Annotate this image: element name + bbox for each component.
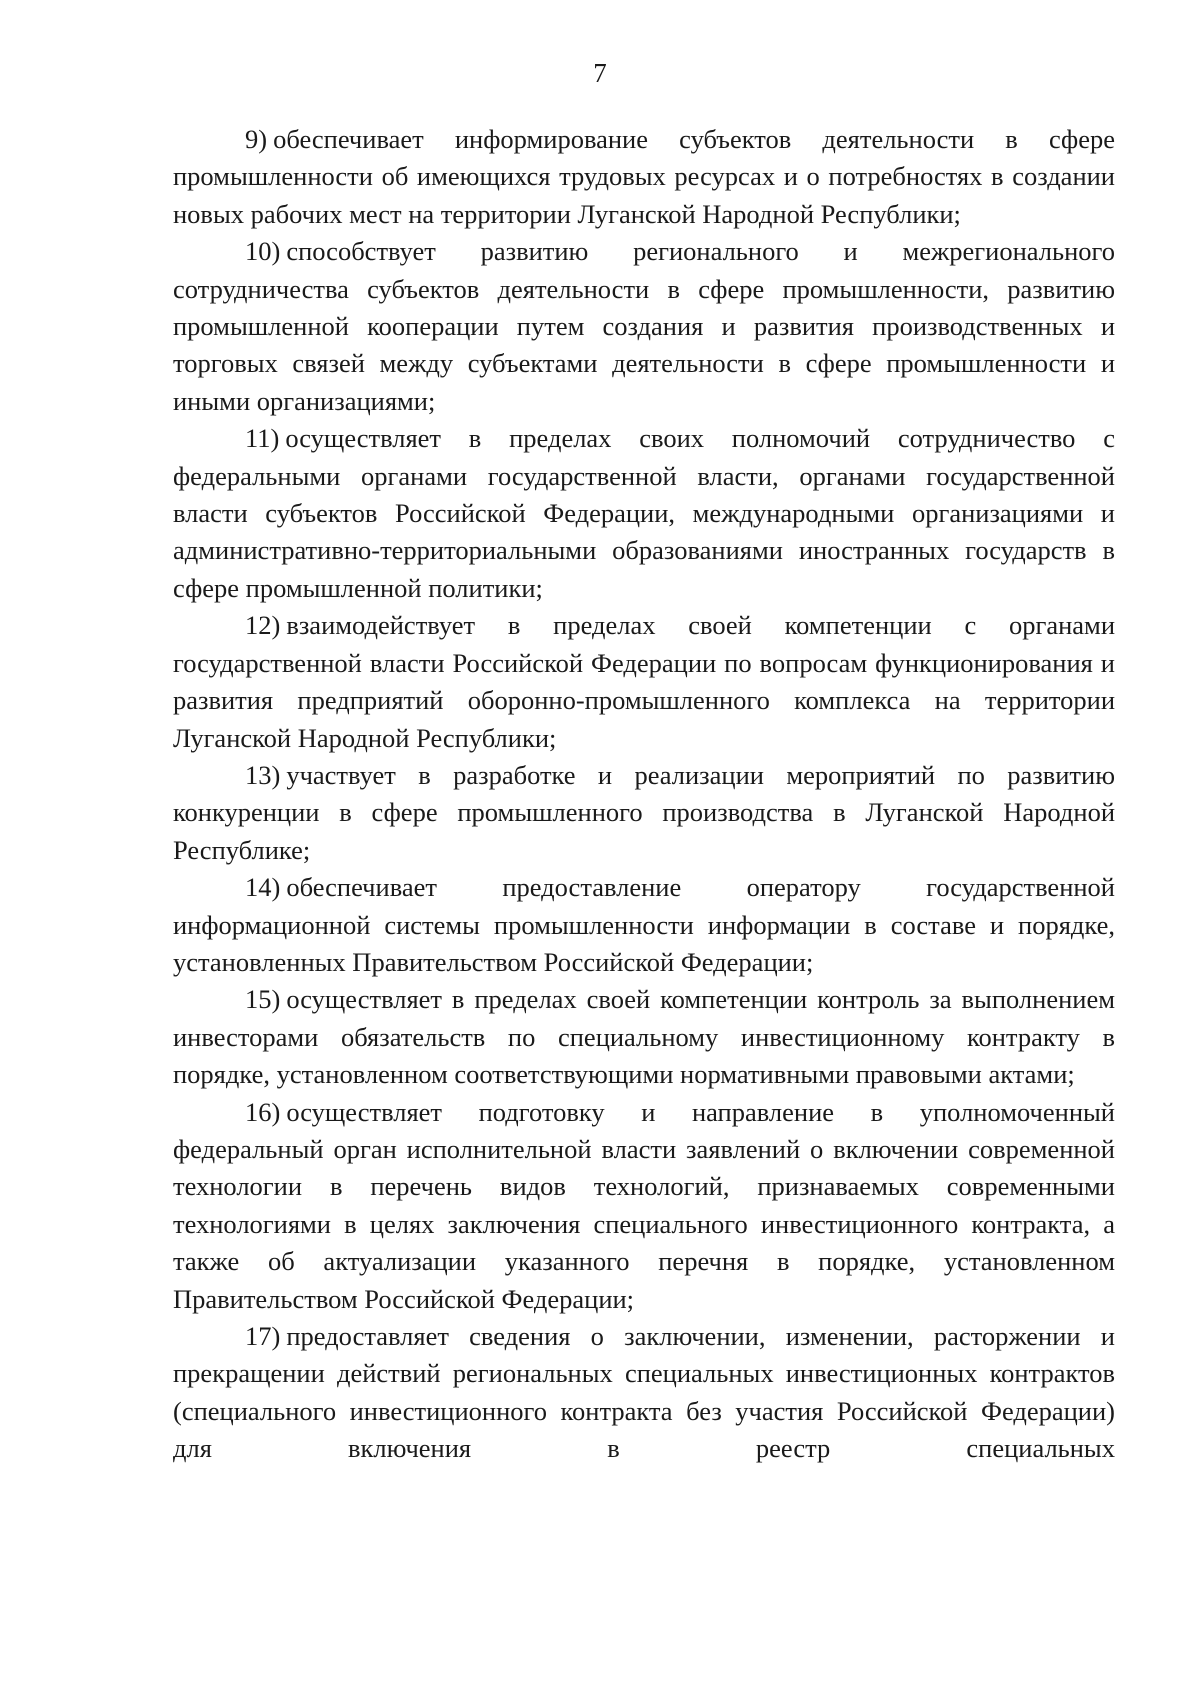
list-item	[173, 233, 1115, 420]
item-number: 16)	[245, 1096, 281, 1127]
item-text: предоставляет сведения о заключении, изменении, расторжении и прекращении действий региональных специальных инвестиционных контрактов (специального инвестиционного контракта без участия Российской Федерации) для включения в реестр специальных	[173, 1321, 1115, 1464]
item-number: 15)	[245, 984, 281, 1015]
item-number: 9)	[245, 124, 268, 154]
item-number: 11)	[245, 423, 280, 454]
list-item	[173, 757, 1115, 869]
page-number: 7	[593, 58, 607, 88]
list-item	[173, 981, 1115, 1093]
item-text: осуществляет подготовку и направление в уполномоченный федеральный орган исполнительной власти заявлений о включении современной технологии в перечень видов технологий, признаваемых современными технологиями в целях заключения специального инвестиционного контракта, а также об актуализации указанного перечня в порядке, установленном Правительством Российской Федерации;	[173, 1096, 1115, 1314]
item-number: 14)	[245, 872, 281, 903]
list-item	[173, 420, 1115, 607]
item-number: 13)	[245, 759, 281, 790]
list-item	[173, 607, 1115, 757]
item-number: 10)	[245, 236, 281, 267]
item-text: участвует в разработке и реализации мероприятий по развитию конкуренции в сфере промышленного производства в Луганской Народной Республике;	[173, 759, 1115, 865]
item-text: обеспечивает предоставление оператору государственной информационной системы промышленности информации в составе и порядке, установленных Правительством Российской Федерации;	[173, 872, 1115, 977]
document-body	[173, 121, 1115, 1468]
item-number: 12)	[245, 610, 281, 641]
list-item	[173, 1094, 1115, 1318]
item-text: осуществляет в пределах своих полномочий сотрудничество с федеральными органами государственной власти, органами государственной власти субъектов Российской Федерации, международными организациями и административно-территориальными образованиями иностранных государств в сфере промышленной политики;	[173, 423, 1115, 603]
list-item	[173, 869, 1115, 981]
list-item	[173, 1318, 1115, 1468]
item-text: осуществляет в пределах своей компетенции контроль за выполнением инвесторами обязательств по специальному инвестиционному контракту в порядке, установленном соответствующими нормативными правовыми актами;	[173, 984, 1115, 1090]
item-number: 17)	[245, 1321, 281, 1351]
item-text: обеспечивает информирование субъектов деятельности в сфере промышленности об имеющихся трудовых ресурсах и о потребностях в создании новых рабочих мест на территории Луганской Народной Республики;	[173, 124, 1115, 229]
item-text: взаимодействует в пределах своей компетенции с органами государственной власти Российской Федерации по вопросам функционирования и развития предприятий оборонно-промышленного комплекса на территории Луганской Народной Республики;	[173, 610, 1115, 753]
list-item	[173, 121, 1115, 233]
item-text: способствует развитию регионального и межрегионального сотрудничества субъектов деятельности в сфере промышленности, развитию промышленной кооперации путем создания и развития производственных и торговых связей между субъектами деятельности в сфере промышленности и иными организациями;	[173, 236, 1115, 416]
